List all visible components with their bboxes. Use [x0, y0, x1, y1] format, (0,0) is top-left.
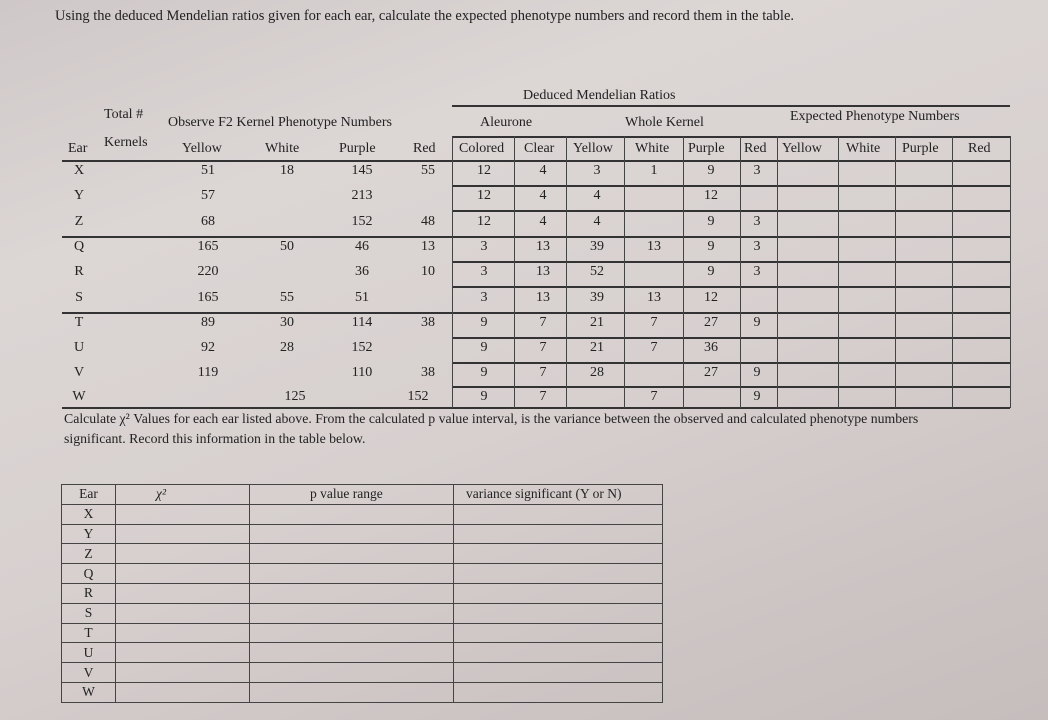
p-range-cell[interactable] — [250, 544, 454, 564]
grid-vline — [777, 136, 778, 408]
cell-wk-purple: 9 — [707, 214, 715, 229]
chi-value-cell[interactable] — [116, 623, 250, 643]
exp-white-header: White — [846, 141, 881, 156]
p-range-cell[interactable] — [250, 682, 454, 702]
cell-colored: 9 — [480, 315, 488, 330]
exp-yellow-header: Yellow — [782, 141, 822, 156]
cell-purple: 152 — [351, 340, 373, 355]
wk-yellow-header: Yellow — [573, 141, 613, 156]
chi-table-row — [62, 583, 663, 603]
cell-ear: W — [72, 389, 86, 404]
cell-clear: 7 — [539, 365, 547, 380]
variance-cell[interactable] — [454, 603, 663, 623]
grid-vline — [1010, 136, 1011, 408]
chi-ear-cell: T — [62, 623, 116, 643]
chi-ear-cell: Z — [62, 544, 116, 564]
cell-ear: R — [74, 264, 84, 279]
cell-wk-white: 7 — [650, 315, 658, 330]
cell-wk-red: 3 — [753, 239, 761, 254]
cell-purple: 110 — [351, 365, 373, 380]
cell-red: 38 — [421, 365, 435, 380]
cell-wk-purple: 9 — [707, 264, 715, 279]
cell-clear: 13 — [536, 290, 550, 305]
cell-wk-white: 1 — [650, 163, 658, 178]
cell-wk-purple: 27 — [704, 365, 718, 380]
cell-wk-white: 13 — [647, 290, 661, 305]
cell-colored: 12 — [477, 214, 491, 229]
cell-wk-white: 7 — [650, 340, 658, 355]
cell-white: 30 — [280, 315, 294, 330]
chi-ear-cell: X — [62, 504, 116, 524]
grid-vline — [452, 136, 453, 408]
wk-white-header: White — [635, 141, 670, 156]
wk-red-header: Red — [744, 141, 767, 156]
chi-ear-cell: U — [62, 643, 116, 663]
cell-purple: 51 — [355, 290, 369, 305]
variance-cell[interactable] — [454, 544, 663, 564]
cell-wk-purple: 27 — [704, 315, 718, 330]
cell-purple: 152 — [351, 214, 373, 229]
cell-yellow: 220 — [197, 264, 219, 279]
chi-table-row — [62, 564, 663, 584]
grid-vline — [566, 136, 567, 408]
grid-vline — [952, 136, 953, 408]
cell-wk-yellow: 28 — [590, 365, 604, 380]
cell-ear: T — [74, 315, 84, 330]
cell-wk-yellow: 4 — [593, 188, 601, 203]
cell-clear: 13 — [536, 264, 550, 279]
cell-ear: Y — [73, 188, 85, 203]
cell-purple: 152 — [407, 389, 429, 404]
cell-red: 10 — [421, 264, 435, 279]
instruction-chi: Calculate χ² Values for each ear listed above. From the calculated p value interval, is the variance between the observed and calculated phenotype numbers — [64, 411, 919, 426]
chi-ear-cell: Y — [62, 524, 116, 544]
chi-square-table — [61, 484, 663, 703]
deduced-ratios-header: Deduced Mendelian Ratios — [523, 88, 676, 103]
wk-purple-header: Purple — [688, 141, 725, 156]
chi-ear-cell: S — [62, 603, 116, 623]
variance-cell[interactable] — [454, 682, 663, 702]
cell-colored: 12 — [477, 188, 491, 203]
chi-table-row — [62, 623, 663, 643]
cell-yellow: 92 — [201, 340, 215, 355]
p-value-header: p value range — [250, 485, 454, 505]
cell-white: 50 — [280, 239, 294, 254]
chi-value-cell[interactable] — [116, 643, 250, 663]
chi-value-cell[interactable] — [116, 682, 250, 702]
kernels-col-header: Kernels — [104, 135, 148, 150]
chi-value-cell[interactable] — [116, 603, 250, 623]
cell-purple: 46 — [355, 239, 369, 254]
cell-wk-red: 9 — [753, 389, 761, 404]
cell-wk-purple: 12 — [704, 188, 718, 203]
chi-value-cell[interactable] — [116, 544, 250, 564]
grid-hline — [452, 185, 1010, 187]
instruction-top: Using the deduced Mendelian ratios given for each ear, calculate the expected phenotype numbers and record them in the table. — [55, 8, 795, 24]
cell-purple: 36 — [355, 264, 369, 279]
chi-value-cell[interactable] — [116, 524, 250, 544]
variance-cell[interactable] — [454, 623, 663, 643]
grid-hline — [452, 386, 1010, 388]
chi-table-row — [62, 643, 663, 663]
grid-hline — [452, 312, 1010, 314]
cell-colored: 3 — [480, 264, 488, 279]
clear-header: Clear — [524, 141, 555, 156]
p-range-cell[interactable] — [250, 524, 454, 544]
cell-yellow: 68 — [201, 214, 215, 229]
grid-hline — [62, 407, 452, 409]
variance-cell[interactable] — [454, 643, 663, 663]
p-range-cell[interactable] — [250, 564, 454, 584]
cell-colored: 9 — [480, 389, 488, 404]
variance-cell[interactable] — [454, 504, 663, 524]
cell-ear: Z — [74, 214, 84, 229]
cell-purple: 114 — [351, 315, 373, 330]
cell-yellow: 119 — [197, 365, 219, 380]
cell-clear: 7 — [539, 389, 547, 404]
cell-white: 55 — [280, 290, 294, 305]
grid-hline — [452, 261, 1010, 263]
instruction-chi-2: significant. Record this information in the table below. — [64, 431, 366, 446]
cell-white: 125 — [284, 389, 306, 404]
cell-colored: 3 — [480, 290, 488, 305]
cell-yellow: 165 — [197, 239, 219, 254]
grid-hline — [452, 210, 1010, 212]
cell-yellow: 57 — [201, 188, 215, 203]
chi-table-row — [62, 603, 663, 623]
cell-ear: X — [73, 163, 85, 178]
cell-wk-purple: 9 — [707, 239, 715, 254]
grid-vline — [624, 136, 625, 408]
cell-wk-purple: 9 — [707, 163, 715, 178]
grid-vline — [838, 136, 839, 408]
cell-wk-yellow: 4 — [593, 214, 601, 229]
cell-wk-purple: 12 — [704, 290, 718, 305]
cell-colored: 9 — [480, 340, 488, 355]
exp-purple-header: Purple — [902, 141, 939, 156]
cell-ear: U — [73, 340, 85, 355]
grid-hline — [452, 407, 1010, 409]
grid-hline — [62, 236, 452, 238]
chi-ear-cell: V — [62, 663, 116, 683]
variance-cell[interactable] — [454, 564, 663, 584]
cell-purple: 145 — [351, 163, 373, 178]
obs-yellow-header: Yellow — [182, 141, 222, 156]
grid-hline — [62, 312, 452, 314]
cell-purple: 213 — [351, 188, 373, 203]
cell-wk-red: 3 — [753, 264, 761, 279]
cell-wk-yellow: 21 — [590, 340, 604, 355]
p-range-cell[interactable] — [250, 623, 454, 643]
p-range-cell[interactable] — [250, 603, 454, 623]
p-range-cell[interactable] — [250, 663, 454, 683]
grid-hline — [452, 105, 1010, 107]
grid-hline — [452, 337, 1010, 339]
cell-colored: 12 — [477, 163, 491, 178]
cell-yellow: 51 — [201, 163, 215, 178]
chi-ear-cell: R — [62, 583, 116, 603]
cell-ear: S — [75, 290, 83, 305]
cell-white: 18 — [280, 163, 294, 178]
cell-white: 28 — [280, 340, 294, 355]
cell-wk-yellow: 39 — [590, 290, 604, 305]
cell-clear: 7 — [539, 315, 547, 330]
grid-hline — [452, 136, 1010, 138]
chi-table-row — [62, 524, 663, 544]
cell-clear: 4 — [539, 188, 547, 203]
grid-hline — [452, 362, 1010, 364]
cell-wk-purple: 36 — [704, 340, 718, 355]
variance-cell[interactable] — [454, 583, 663, 603]
obs-purple-header: Purple — [339, 141, 376, 156]
cell-wk-white: 7 — [650, 389, 658, 404]
grid-hline — [452, 236, 1010, 238]
cell-red: 48 — [421, 214, 435, 229]
grid-vline — [514, 136, 515, 408]
cell-yellow: 165 — [197, 290, 219, 305]
cell-wk-red: 3 — [753, 163, 761, 178]
p-range-cell[interactable] — [250, 583, 454, 603]
cell-clear: 4 — [539, 214, 547, 229]
chi-ear-header: Ear — [62, 485, 116, 505]
chi-value-cell[interactable] — [116, 583, 250, 603]
chi-value-cell[interactable] — [116, 504, 250, 524]
chi-symbol-header: χ² — [116, 485, 250, 505]
ear-col-header: Ear — [68, 141, 88, 156]
cell-colored: 9 — [480, 365, 488, 380]
cell-red: 38 — [421, 315, 435, 330]
p-range-cell[interactable] — [250, 504, 454, 524]
variance-cell[interactable] — [454, 524, 663, 544]
grid-hline — [452, 286, 1010, 288]
grid-hline — [62, 160, 1010, 162]
chi-table-row — [62, 682, 663, 702]
obs-white-header: White — [265, 141, 300, 156]
aleurone-header: Aleurone — [480, 115, 533, 130]
obs-red-header: Red — [413, 141, 436, 156]
cell-wk-yellow: 39 — [590, 239, 604, 254]
cell-clear: 7 — [539, 340, 547, 355]
p-range-cell[interactable] — [250, 643, 454, 663]
cell-wk-yellow: 52 — [590, 264, 604, 279]
observed-header: Observe F2 Kernel Phenotype Numbers — [168, 115, 392, 130]
cell-yellow: 89 — [201, 315, 215, 330]
cell-wk-red: 9 — [753, 365, 761, 380]
chi-value-cell[interactable] — [116, 564, 250, 584]
exp-red-header: Red — [968, 141, 991, 156]
cell-red: 13 — [421, 239, 435, 254]
grid-vline — [895, 136, 896, 408]
cell-wk-red: 3 — [753, 214, 761, 229]
grid-vline — [683, 136, 684, 408]
cell-ear: Q — [73, 239, 85, 254]
total-header: Total # — [104, 107, 144, 122]
chi-table-header-row — [62, 485, 663, 505]
cell-clear: 13 — [536, 239, 550, 254]
cell-wk-yellow: 3 — [593, 163, 601, 178]
chi-ear-cell: W — [62, 682, 116, 702]
expected-header: Expected Phenotype Numbers — [790, 109, 960, 124]
variance-header: variance significant (Y or N) — [454, 485, 663, 505]
cell-clear: 4 — [539, 163, 547, 178]
whole-kernel-header: Whole Kernel — [625, 115, 704, 130]
cell-red: 55 — [421, 163, 435, 178]
variance-cell[interactable] — [454, 663, 663, 683]
cell-colored: 3 — [480, 239, 488, 254]
colored-header: Colored — [459, 141, 505, 156]
cell-wk-red: 9 — [753, 315, 761, 330]
chi-table-row — [62, 504, 663, 524]
cell-ear: V — [73, 365, 85, 380]
chi-table-row — [62, 663, 663, 683]
cell-wk-yellow: 21 — [590, 315, 604, 330]
chi-value-cell[interactable] — [116, 663, 250, 683]
chi-table-row — [62, 544, 663, 564]
cell-wk-white: 13 — [647, 239, 661, 254]
chi-ear-cell: Q — [62, 564, 116, 584]
